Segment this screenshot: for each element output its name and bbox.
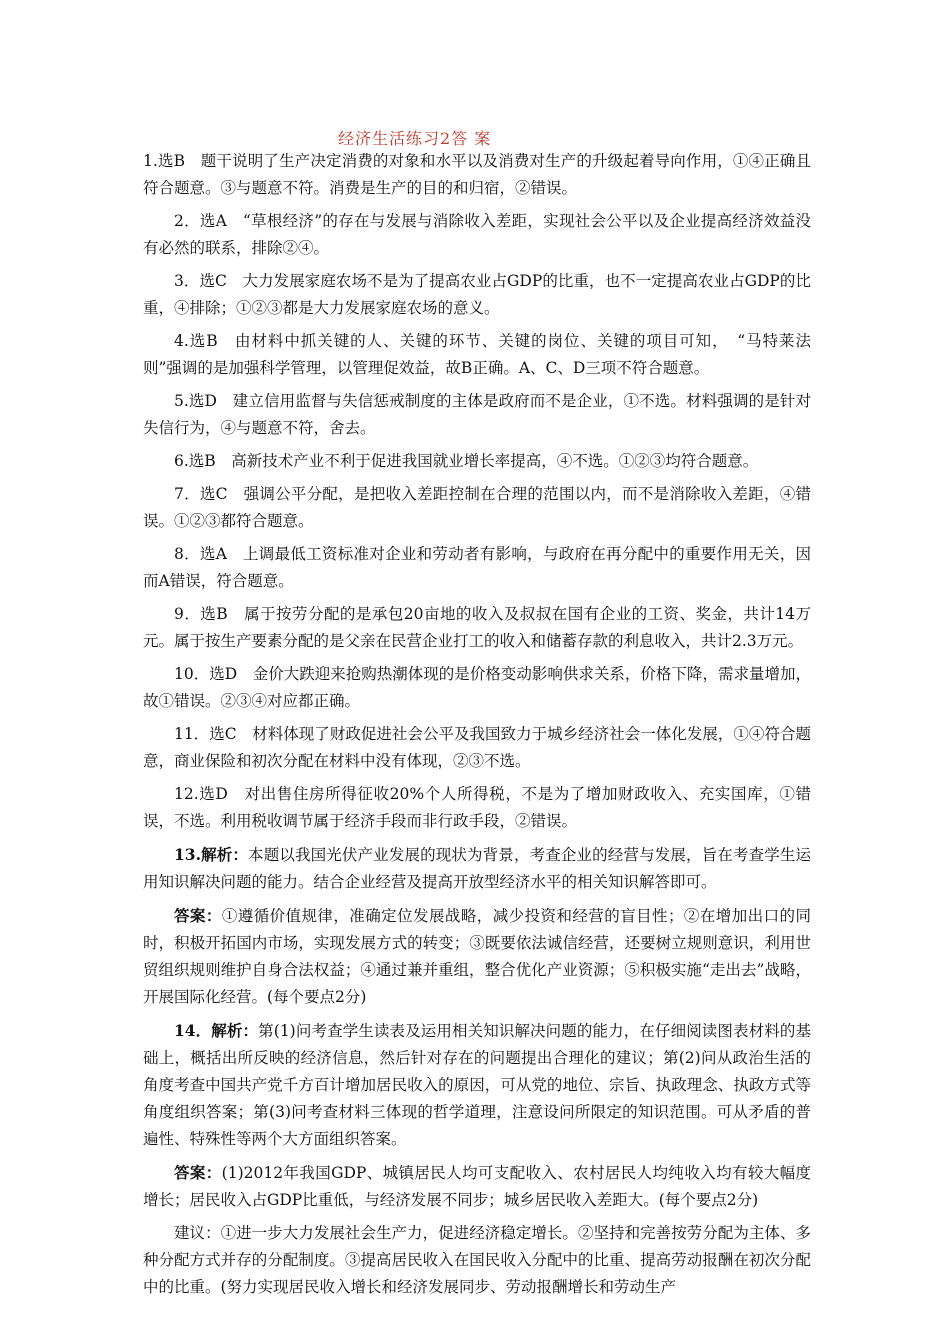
answer-text: 上调最低工资标准对企业和劳动者有影响，与政府在再分配中的重要作用无关，因而A错误，符合题意。 — [143, 545, 811, 590]
answer-paragraph — [143, 208, 811, 262]
answer-label: 答案： — [174, 1163, 222, 1182]
answer-paragraph — [143, 902, 811, 1011]
answer-paragraph — [143, 1220, 811, 1301]
answer-paragraph — [143, 448, 811, 475]
answer-text: 大力发展家庭农场不是为了提高农业占GDP的比重，也不一定提高农业占GDP的比重，④排除；①②③都是大力发展家庭农场的意义。 — [143, 272, 811, 317]
answer-text: 第(1)问考查学生读表及运用相关知识解决问题的能力，在仔细阅读图表材料的基础上，概括出所反映的经济信息，然后针对存在的问题提出合理化的建议；第(2)问从政治生活的角度考查中国共产党千方百计增加居民收入的原因，可从党的地位、宗旨、执政理念、执政方式等角度组织答案；第(3)问考查材料三体现的哲学道理，注意设问所限定的知识范围。可从矛盾的普遍性、特殊性等两个大方面组织答案。 — [143, 1022, 811, 1148]
answer-lead: 11．选C — [174, 725, 237, 743]
answer-lead: 7．选C — [174, 485, 228, 503]
answer-text: 高新技术产业不利于促进我国就业增长率提高，④不选。①②③均符合题意。 — [215, 452, 759, 470]
analysis-label: 13.解析： — [174, 845, 249, 864]
answer-text: 属于按劳分配的是承包20亩地的收入及叔叔在国有企业的工资、奖金，共计14万元。属于按生产要素分配的是父亲在民营企业打工的收入和储蓄存款的利息收入，共计2.3万元。 — [143, 605, 811, 650]
answer-paragraph — [143, 388, 811, 442]
answer-text: ①遵循价值规律，准确定位发展战略，减少投资和经营的盲目性；②在增加出口的同时，积极开拓国内市场，实现发展方式的转变；③既要依法诚信经营，还要树立规则意识，利用世贸组织规则维护自身合法权益；④通过兼并重组，整合优化产业资源；⑤积极实施“走出去”战略，开展国际化经营。(每个要点2分) — [143, 907, 811, 1006]
answer-text: 建议：①进一步大力发展社会生产力，促进经济稳定增长。②坚持和完善按劳分配为主体、多种分配方式并存的分配制度。③提高居民收入在国民收入分配中的比重、提高劳动报酬在初次分配中的比重。(努力实现居民收入增长和经济发展同步、劳动报酬增长和劳动生产 — [143, 1224, 811, 1296]
answer-paragraph — [143, 601, 811, 655]
answer-lead: 10．选D — [174, 665, 238, 683]
answer-paragraph — [143, 481, 811, 535]
answer-paragraph — [143, 781, 811, 835]
answer-body — [143, 148, 811, 1307]
answer-text: 本题以我国光伏产业发展的现状为背景，考查企业的经营与发展，旨在考查学生运用知识解决问题的能力。结合企业经营及提高开放型经济水平的相关知识解答即可。 — [143, 846, 811, 891]
answer-lead: 9．选B — [174, 605, 228, 623]
answer-lead: 1.选B — [143, 152, 185, 170]
answer-text: 建立信用监督与失信惩戒制度的主体是政府而不是企业，①不选。材料强调的是针对失信行为，④与题意不符，舍去。 — [143, 392, 811, 437]
answer-paragraph — [143, 148, 811, 202]
answer-text: 材料体现了财政促进社会公平及我国致力于城乡经济社会一体化发展，①④符合题意，商业保险和初次分配在材料中没有体现，②③不选。 — [143, 725, 811, 770]
answer-text: 金价大跌迎来抢购热潮体现的是价格变动影响供求关系，价格下降，需求量增加，故①错误。②③④对应都正确。 — [143, 665, 811, 710]
answer-text: (1)2012年我国GDP、城镇居民人均可支配收入、农村居民人均纯收入均有较大幅度增长；居民收入占GDP比重低，与经济发展不同步；城乡居民收入差距大。(每个要点2分) — [143, 1164, 811, 1209]
answer-lead: 4.选B — [174, 332, 218, 350]
answer-paragraph — [143, 661, 811, 715]
answer-paragraph — [143, 328, 811, 382]
answer-lead: 6.选B — [174, 452, 216, 470]
answer-paragraph — [143, 721, 811, 775]
answer-text: 强调公平分配，是把收入差距控制在合理的范围以内，而不是消除收入差距，④错误。①②③都符合题意。 — [143, 485, 811, 530]
answer-paragraph — [143, 841, 811, 896]
answer-lead: 12.选D — [174, 785, 228, 803]
answer-paragraph — [143, 268, 811, 322]
answer-paragraph — [143, 1159, 811, 1214]
answer-paragraph — [143, 1017, 811, 1153]
answer-text: 题干说明了生产决定消费的对象和水平以及消费对生产的升级起着导向作用，①④正确且符合题意。③与题意不符。消费是生产的目的和归宿，②错误。 — [143, 152, 811, 197]
answer-lead: 8．选A — [174, 545, 227, 563]
answer-lead: 2．选A — [174, 212, 227, 230]
page-title: 经济生活练习2答 案 — [338, 129, 492, 148]
answer-text: 对出售住房所得征收20%个人所得税，不是为了增加财政收入、充实国库，①错误，不选。利用税收调节属于经济手段而非行政手段，②错误。 — [143, 785, 811, 830]
answer-label: 答案： — [174, 906, 222, 925]
answer-paragraph — [143, 541, 811, 595]
analysis-label: 14．解析： — [174, 1021, 259, 1040]
answer-text: 由材料中抓关键的人、关键的环节、关键的岗位、关键的项目可知， “马特莱法则”强调的是加强科学管理，以管理促效益，故B正确。A、C、D三项不符合题意。 — [143, 332, 811, 377]
answer-lead: 5.选D — [174, 392, 217, 410]
answer-lead: 3．选C — [174, 272, 227, 290]
answer-text: “草根经济”的存在与发展与消除收入差距，实现社会公平以及企业提高经济效益没有必然的联系，排除②④。 — [143, 212, 811, 257]
